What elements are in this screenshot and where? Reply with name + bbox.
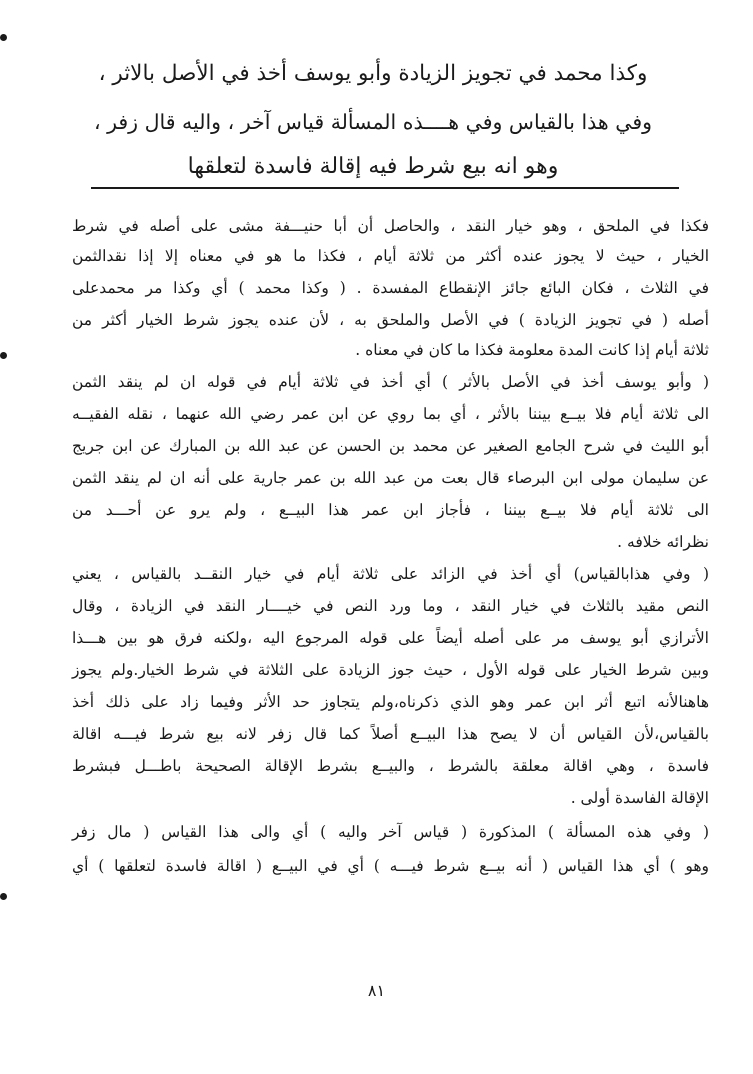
commentary-line: ( وفي هذه المسألة ) المذكورة ( قياس آخر واليه ) أي والى هذا القياس ( مال زفر (72, 823, 709, 841)
commentary-line: نظرائه خلافه . (617, 533, 709, 551)
commentary-line: الى ثلاثة أيام فلا بيــع بيننا بالأثر ، أي بما روي عن ابن عمر رضي الله عنهما ، نقله الفقيــه (72, 405, 709, 423)
page-number: ٨١ (367, 981, 386, 1000)
commentary-line: ثلاثة أيام إذا كانت المدة معلومة فكذا ما كان في معناه . (355, 341, 709, 359)
commentary-line: ( وفي هذابالقياس) أي أخذ في الزائد على ثلاثة أيام في خيار النقــد بالقياس ، يعني (72, 565, 709, 583)
commentary-line: بالقياس،لأن القياس أن لا يصح هذا البيــع أصلاً كما قال زفر لانه بيع شرط فيـــه اقالة (72, 725, 709, 743)
commentary-line: عن سليمان مولى ابن البرصاء قال بعت من عبد الله بن عمر جارية على أنه ان لم ينقد الثمن (72, 469, 709, 487)
main-text-line: وفي هذا بالقياس وفي هــــذه المسألة قياس آخر ، واليه قال زفر ، (93, 110, 653, 134)
commentary-line: النص مقيد بالثلاث في خيار النقد ، وما ورد النص في خيــــار النقد في الزيادة ، وقال (72, 597, 709, 615)
commentary-line: ( وأبو يوسف أخذ في الأصل بالأثر ) أي أخذ في ثلاثة أيام في قوله ان لم ينقد الثمن (72, 373, 709, 391)
binding-mark (0, 893, 7, 900)
commentary-line: فكذا في الملحق ، وهو خيار النقد ، والحاصل أن أبا حنيـــفة مشى على أصله في شرط (72, 217, 709, 235)
binding-mark (0, 34, 7, 41)
main-text-line: وهو انه بيع شرط فيه إقالة فاسدة لتعلقها (187, 154, 559, 179)
commentary-line: الإقالة الفاسدة أولى . (570, 789, 709, 807)
commentary-line: وبين شرط الخيار على قوله الأول ، حيث جوز الزيادة على الثلاثة في شرط الخيار.ولم يجوز (72, 661, 709, 679)
binding-mark (0, 352, 7, 359)
main-text-line: وكذا محمد في تجويز الزيادة وأبو يوسف أخذ في الأصل بالاثر ، (98, 61, 648, 86)
commentary-line: في الثلاث ، فكان البائع جائز الإنقطاع المفسدة . ( وكذا محمد ) أي وكذا مر محمدعلى (72, 279, 709, 297)
commentary-line: الخيار ، حيث لا يجوز عنده أكثر من ثلاثة أيام ، فكذا ما هو في معناه إلا إذا نقدالثمن (72, 247, 709, 265)
commentary-line: وهو ) أي هذا القياس ( أنه بيــع شرط فيـــه ) أي في البيــع ( اقالة فاسدة لتعلقها ) أي (72, 857, 709, 875)
commentary-line: فاسدة ، وهي اقالة معلقة بالشرط ، والبيــع بشرط الإقالة الصحيحة باطـــل فبشرط (72, 757, 709, 775)
section-divider (91, 187, 679, 189)
commentary-line: أبو الليث في شرح الجامع الصغير عن محمد بن الحسن عن عبد الله بن المبارك عن ابن جريج (72, 437, 709, 455)
commentary-line: الأترازي أبو يوسف مر على أصله أيضاً على قوله المرجوع اليه ،ولكنه فرق هو بين هـــذا (72, 629, 709, 647)
commentary-line: الى ثلاثة أيام فلا بيــع بيننا ، فأجاز ابن عمر هذا البيــع ، ولم يرو عن أحـــد من (72, 501, 709, 519)
commentary-line: أصله ( في تجويز الزيادة ) في الأصل والملحق به ، لأن عنده يجوز شرط الخيار أكثر من (72, 311, 709, 329)
commentary-line: هاهنالأنه اتبع أثر ابن عمر وهو الذي ذكرناه،ولم يتجاوز حد الأثر وفيما زاد على ذلك أخذ (72, 693, 709, 711)
